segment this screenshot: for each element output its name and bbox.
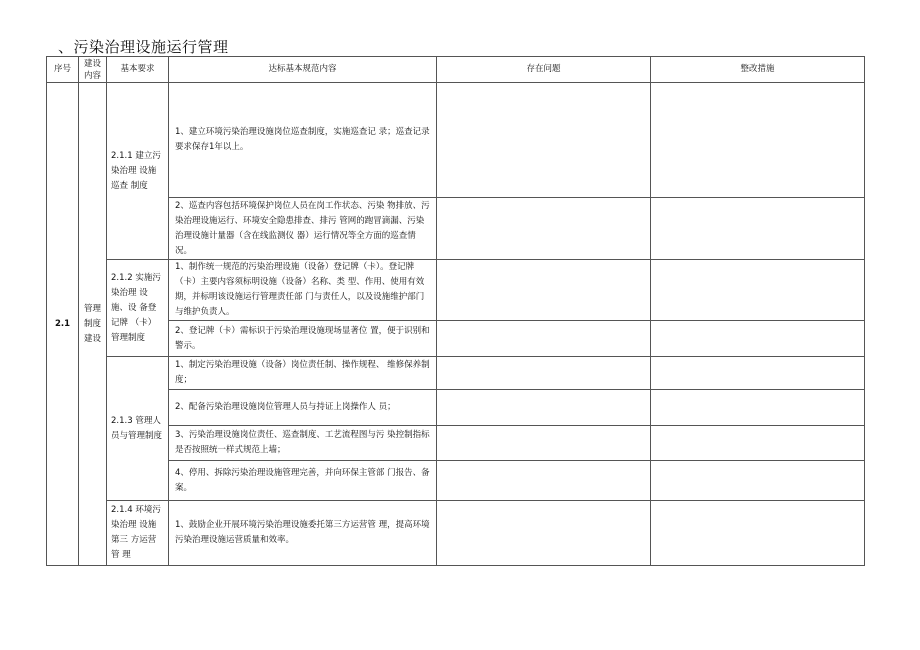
requirement-cell: 2.1.2 实施污染治理 设施、设 备登记牌 （卡）管理制度 xyxy=(107,260,169,357)
header-measures: 整改措施 xyxy=(651,57,865,83)
header-content-line2: 内容 xyxy=(83,70,101,81)
header-seq: 序号 xyxy=(47,57,79,83)
table-row xyxy=(47,357,865,390)
table-header-row xyxy=(47,57,865,83)
table-row xyxy=(47,83,865,198)
measure-cell[interactable] xyxy=(651,426,865,461)
standard-item: 2、配备污染治理设施岗位管理人员与持证上岗操作人 员； xyxy=(169,390,437,426)
measure-cell[interactable] xyxy=(651,260,865,321)
table-row xyxy=(47,426,865,461)
problem-cell[interactable] xyxy=(437,390,651,426)
measure-cell[interactable] xyxy=(651,390,865,426)
measure-cell[interactable] xyxy=(651,357,865,390)
standard-item: 4、停用、拆除污染治理设施管理完善，并向环保主管部 门报告、备案。 xyxy=(169,461,437,501)
problem-cell[interactable] xyxy=(437,198,651,260)
standard-item: 3、污染治理设施岗位责任、巡查制度、工艺流程图与污 染控制指标是否按照统一样式规范上墙； xyxy=(169,426,437,461)
measure-cell[interactable] xyxy=(651,321,865,357)
measure-cell[interactable] xyxy=(651,461,865,501)
table-row xyxy=(47,390,865,426)
problem-cell[interactable] xyxy=(437,321,651,357)
standard-item: 1、制作统一规范的污染治理设施（设备）登记牌（卡）。登记牌（卡）主要内容须标明设施（设备）名称、类 型、作用、使用有效期，并标明该设施运行管理责任部 门与责任人，以及设施维护部门与维护负责人。 xyxy=(169,260,437,321)
problem-cell[interactable] xyxy=(437,357,651,390)
table-row xyxy=(47,501,865,566)
requirement-cell: 2.1.1 建立污染治理 设施巡查 制度 xyxy=(107,83,169,260)
standard-item: 1、建立环境污染治理设施岗位巡查制度，实施巡查记 录；巡查记录要求保存1年以上。 xyxy=(169,83,437,198)
standard-item: 2、登记牌（卡）需标识于污染治理设施现场显著位 置，便于识别和警示。 xyxy=(169,321,437,357)
section-seq: 2.1 xyxy=(47,83,79,566)
table-row xyxy=(47,321,865,357)
standard-item: 1、制定污染治理设施（设备）岗位责任制、操作规程、 维修保养制度； xyxy=(169,357,437,390)
header-standard: 达标基本规范内容 xyxy=(169,57,437,83)
header-problems: 存在问题 xyxy=(437,57,651,83)
measure-cell[interactable] xyxy=(651,198,865,260)
problem-cell[interactable] xyxy=(437,260,651,321)
problem-cell[interactable] xyxy=(437,501,651,566)
header-basic: 基本要求 xyxy=(107,57,169,83)
table-row xyxy=(47,198,865,260)
measure-cell[interactable] xyxy=(651,83,865,198)
problem-cell[interactable] xyxy=(437,461,651,501)
standard-item: 2、巡查内容包括环境保护岗位人员在岗工作状态、污染 物排放、污染治理设施运行、环境安全隐患排查、排污 管网的跑冒滴漏、污染治理设施计量器（含在线监测仪 器）运行情况等全方面的巡查情况。 xyxy=(169,198,437,260)
standard-item: 1、鼓励企业开展环境污染治理设施委托第三方运营管 理，提高环境污染治理设施运营质量和效率。 xyxy=(169,501,437,566)
section-content: 管理制度建设 xyxy=(79,83,107,566)
problem-cell[interactable] xyxy=(437,426,651,461)
table-row xyxy=(47,461,865,501)
header-content-line1: 建设 xyxy=(83,58,101,69)
requirements-table xyxy=(46,56,865,566)
requirement-cell: 2.1.4 环境污染治理 设施第三 方运营管 理 xyxy=(107,501,169,566)
problem-cell[interactable] xyxy=(437,83,651,198)
header-content xyxy=(79,57,107,83)
requirement-cell: 2.1.3 管理人员与管理制度 xyxy=(107,357,169,501)
table-row xyxy=(47,260,865,321)
page-title: 、污染治理设施运行管理 xyxy=(58,38,229,56)
measure-cell[interactable] xyxy=(651,501,865,566)
